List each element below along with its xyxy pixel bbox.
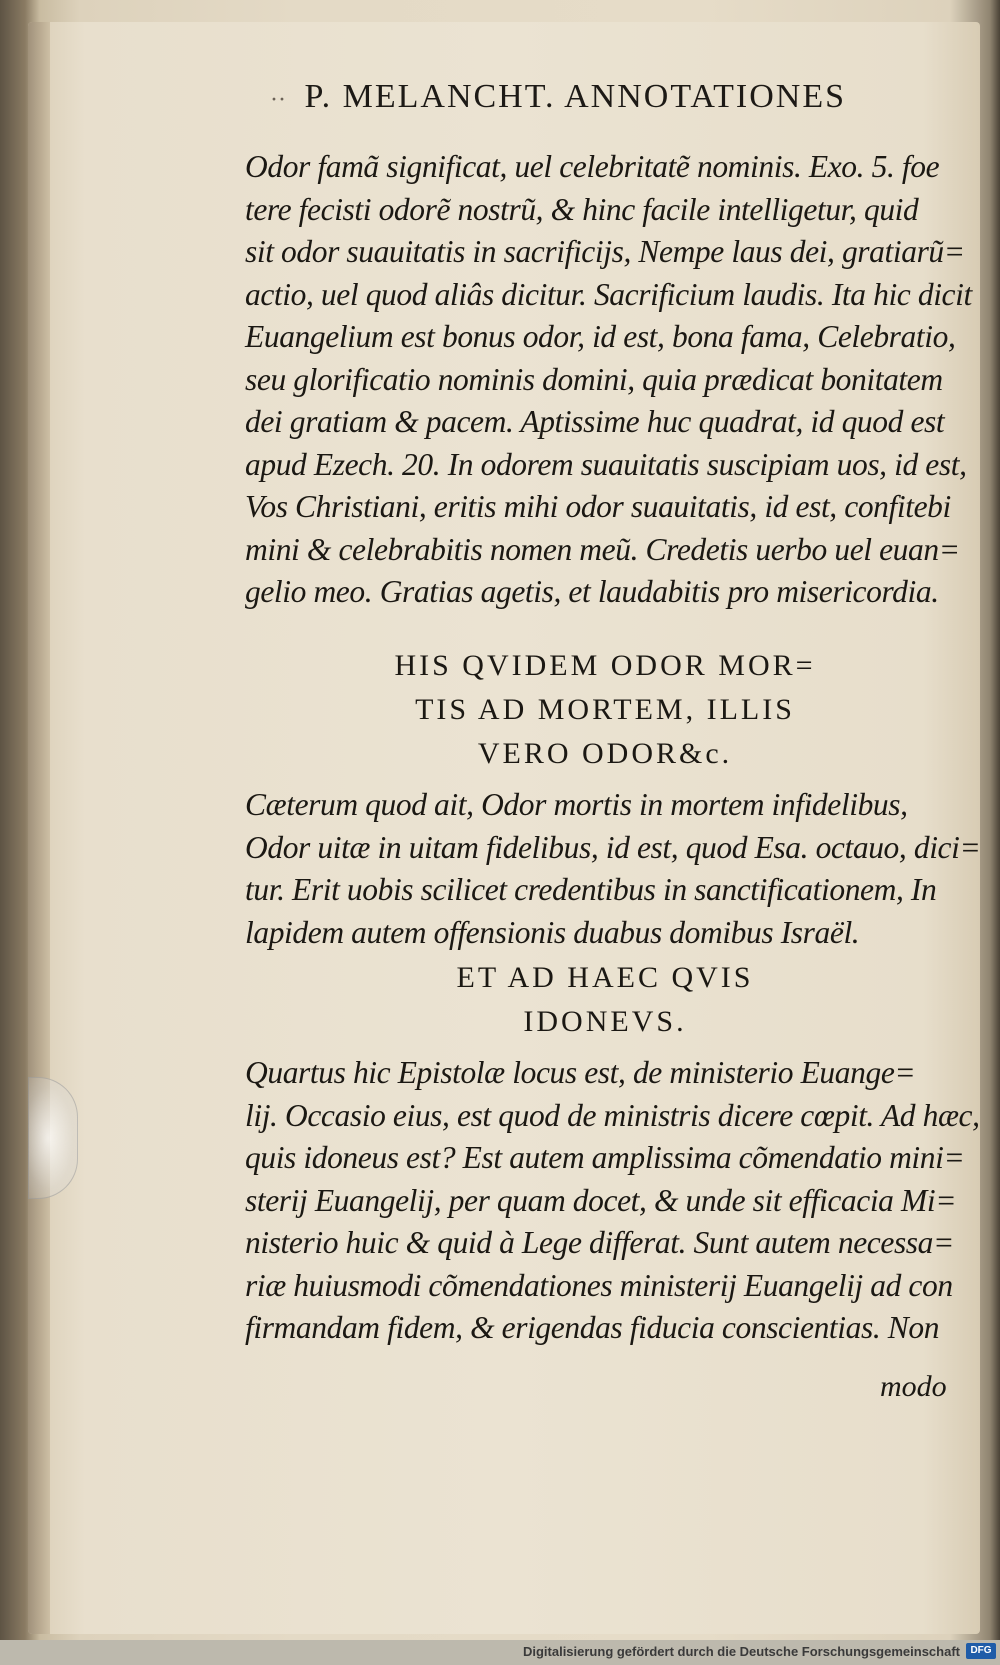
text-line: lapidem autem offensionis duabus domibus Israël.: [245, 914, 860, 950]
text-line: lij. Occasio eius, est quod de ministris dicere cœpit. Ad hæc,: [245, 1097, 980, 1133]
heading-line: TIS AD MORTEM, ILLIS: [415, 693, 795, 726]
heading-line: ET AD HAEC QVIS: [456, 961, 754, 994]
text-line: Odor uitæ in uitam fidelibus, id est, quod Esa. octauo, dici=: [245, 829, 981, 865]
text-line: Odor famã significat, uel celebritatẽ nominis. Exo. 5. foe: [245, 149, 940, 184]
header-ornament: ··: [270, 87, 286, 113]
text-line: sterij Euangelij, per quam docet, & unde sit efficacia Mi=: [245, 1182, 957, 1218]
text-line: Vos Christiani, eritis mihi odor suauitatis, id est, confitebi: [245, 489, 951, 524]
footer-bar: [0, 1640, 1000, 1665]
text-line: nisterio huic & quid à Lege differat. Sunt autem necessa=: [245, 1225, 954, 1260]
section-heading-1: [245, 644, 965, 776]
catchword: modo: [880, 1370, 947, 1403]
heading-line: IDONEVS.: [523, 1005, 687, 1038]
page-edge: [28, 22, 50, 1634]
page-clip: [28, 1077, 78, 1199]
text-line: riæ huiusmodi cõmendationes ministerij Euangelij ad con: [245, 1267, 953, 1303]
text-line: mini & celebrabitis nomen meũ. Credetis uerbo uel euan=: [245, 531, 960, 567]
footer-credit: Digitalisierung gefördert durch die Deutsche Forschungsgemeinschaft: [522, 1644, 960, 1659]
heading-line: HIS QVIDEM ODOR MOR=: [394, 649, 816, 682]
text-line: gelio meo. Gratias agetis, et laudabitis pro misericordia.: [245, 574, 939, 609]
text-line: dei gratiam & pacem. Aptissime huc quadrat, id quod est: [245, 404, 945, 439]
section-heading-2: [245, 956, 965, 1044]
text-line: apud Ezech. 20. In odorem suauitatis suscipiam uos, id est,: [245, 446, 967, 482]
paragraph-3: [245, 1052, 980, 1350]
text-line: Cæterum quod ait, Odor mortis in mortem infidelibus,: [245, 787, 908, 822]
text-line: tere fecisti odorẽ nostrũ, & hinc facile intelligetur, quid: [245, 191, 919, 227]
text-line: Quartus hic Epistolæ locus est, de ministerio Euange=: [245, 1055, 916, 1090]
text-line: quis idoneus est? Est autem amplissima cõmendatio mini=: [245, 1140, 965, 1175]
text-line: sit odor suauitatis in sacrificijs, Nempe laus dei, gratiarũ=: [245, 234, 965, 269]
running-header: [270, 78, 930, 128]
dfg-logo: DFG: [966, 1643, 996, 1659]
text-line: Euangelium est bonus odor, id est, bona fama, Celebratio,: [245, 319, 956, 354]
text-line: seu glorificatio nominis domini, quia prædicat bonitatem: [245, 361, 943, 397]
text-line: actio, uel quod aliâs dicitur. Sacrificium laudis. Ita hic dicit: [245, 276, 972, 312]
header-title: P. MELANCHT. ANNOTATIONES: [304, 78, 847, 115]
paragraph-1: [245, 146, 972, 614]
text-line: firmandam fidem, & erigendas fiducia conscientias. Non: [245, 1310, 940, 1345]
heading-line: VERO ODOR&c.: [477, 737, 733, 770]
paragraph-2: [245, 784, 981, 954]
text-line: tur. Erit uobis scilicet credentibus in sanctificationem, In: [245, 872, 937, 907]
